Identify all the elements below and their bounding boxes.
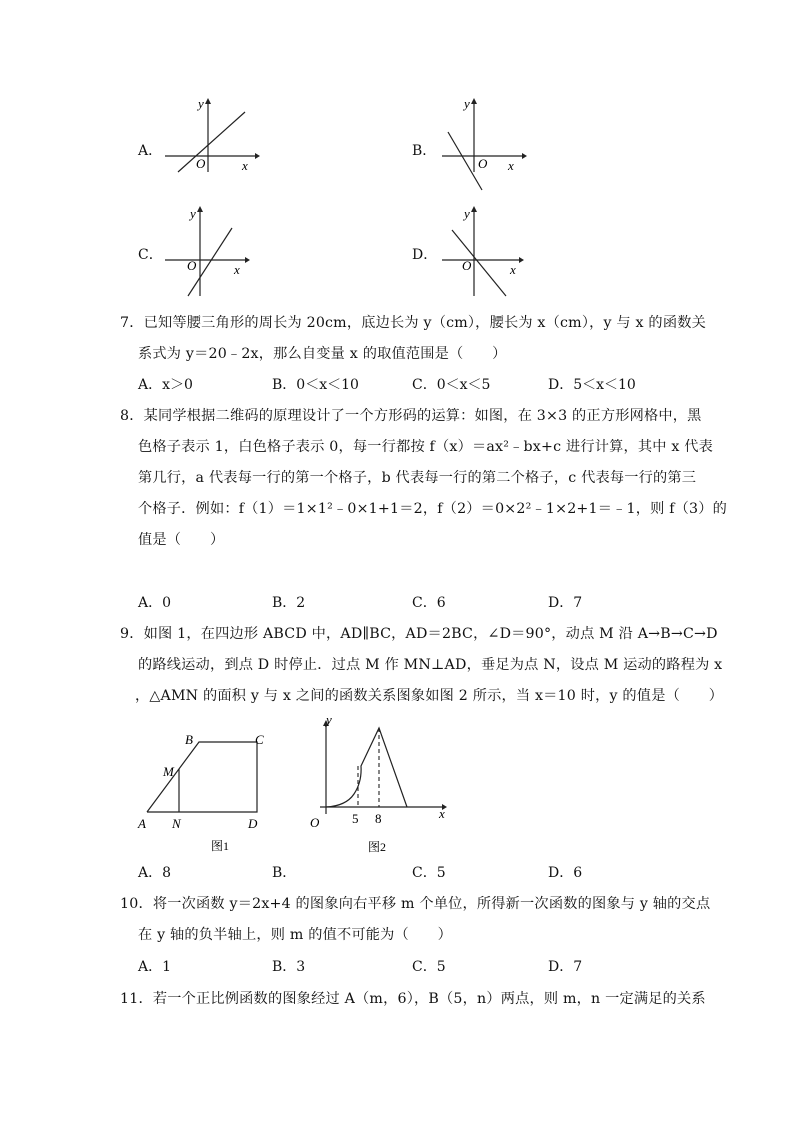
q10-option-d: D．7 bbox=[548, 959, 583, 975]
option-b-x-label: x bbox=[508, 158, 514, 173]
q9-option-a: A．8 bbox=[138, 865, 172, 881]
option-b-origin-label: O bbox=[478, 156, 488, 171]
fig1-label-a: A bbox=[138, 816, 146, 831]
q10-line1: 10．将一次函数 y＝2x+4 的图象向右平移 m 个单位，所得新一次函数的图象与 y 轴的交点 bbox=[120, 896, 711, 912]
option-a-graph bbox=[160, 96, 260, 174]
q10-option-b: B．3 bbox=[272, 959, 306, 975]
q9-figure2 bbox=[306, 714, 456, 856]
q8-option-d: D．7 bbox=[548, 595, 583, 611]
fig1-label-d: D bbox=[248, 816, 258, 831]
fig1-label-m: M bbox=[163, 764, 174, 779]
q10-line2: 在 y 轴的负半轴上，则 m 的值不可能为（ ） bbox=[138, 927, 453, 943]
q7-line1: 7．已知等腰三角形的周长为 20cm，底边长为 y（cm），腰长为 x（cm），y 与 x 的函数关 bbox=[120, 315, 706, 331]
q8-line4: 个格子．例如：f（1）＝1×1²﹣0×1+1＝2，f（2）＝0×2²﹣1×2+1＝﹣1，则 f（3）的 bbox=[138, 501, 728, 517]
q10-option-c: C．5 bbox=[412, 959, 446, 975]
option-a-x-label: x bbox=[242, 158, 248, 173]
option-c-y-label: y bbox=[190, 206, 196, 221]
fig2-caption: 图2 bbox=[368, 840, 387, 854]
option-b-graph bbox=[434, 96, 534, 196]
option-c-x-label: x bbox=[234, 262, 240, 277]
option-b-label: B． bbox=[412, 143, 437, 159]
fig2-y-label: y bbox=[326, 714, 332, 727]
q9-figure1 bbox=[135, 726, 285, 856]
q7-option-c: C．0＜x＜5 bbox=[412, 377, 491, 393]
fig2-tick-8: 8 bbox=[375, 811, 382, 826]
q9-line1: 9．如图 1，在四边形 ABCD 中，AD∥BC，AD＝2BC，∠D＝90°，动点 M 沿 A→B→C→D bbox=[120, 626, 718, 642]
option-b-y-label: y bbox=[464, 96, 470, 111]
q8-option-a: A．0 bbox=[138, 595, 172, 611]
q8-line2: 色格子表示 1，白色格子表示 0，每一行都按 f（x）＝ax²﹣bx+c 进行计算，其中 x 代表 bbox=[138, 439, 714, 455]
q9-option-b: B． bbox=[272, 865, 297, 881]
option-a-y-label: y bbox=[198, 96, 204, 111]
q8-line3: 第几行，a 代表每一行的第一个格子，b 代表每一行的第二个格子，c 代表每一行的第三 bbox=[138, 470, 697, 486]
option-c-origin-label: O bbox=[187, 258, 197, 273]
q8-option-b: B．2 bbox=[272, 595, 306, 611]
q10-option-a: A．1 bbox=[138, 959, 172, 975]
q7-line2: 系式为 y＝20﹣2x，那么自变量 x 的取值范围是（ ） bbox=[138, 346, 507, 362]
fig1-label-b: B bbox=[185, 732, 193, 747]
fig2-origin-label: O bbox=[310, 815, 320, 830]
option-d-y-label: y bbox=[464, 206, 470, 221]
fig1-label-c: C bbox=[255, 732, 264, 747]
option-d-x-label: x bbox=[510, 262, 516, 277]
q9-line3: ，△AMN 的面积 y 与 x 之间的函数关系图象如图 2 所示，当 x＝10 时，y 的值是（ ） bbox=[135, 688, 724, 704]
fig2-tick-5: 5 bbox=[352, 811, 359, 826]
q7-option-d: D．5＜x＜10 bbox=[548, 377, 636, 393]
q8-option-c: C．6 bbox=[412, 595, 446, 611]
option-a-origin-label: O bbox=[196, 156, 206, 171]
q11-line1: 11．若一个正比例函数的图象经过 A（m，6），B（5，n）两点，则 m，n 一定满足的关系 bbox=[120, 991, 706, 1007]
fig1-caption: 图1 bbox=[211, 839, 230, 853]
option-d-label: D． bbox=[412, 247, 438, 263]
option-c-label: C． bbox=[138, 247, 163, 263]
q9-option-c: C．5 bbox=[412, 865, 446, 881]
option-a-label: A． bbox=[138, 143, 163, 159]
q7-option-a: A．x＞0 bbox=[138, 377, 193, 393]
q8-line5: 值是（ ） bbox=[138, 532, 225, 548]
q7-option-b: B．0＜x＜10 bbox=[272, 377, 359, 393]
q9-line2: 的路线运动，到点 D 时停止．过点 M 作 MN⊥AD，垂足为点 N，设点 M 运动的路程为 x bbox=[138, 657, 723, 673]
q9-option-d: D．6 bbox=[548, 865, 583, 881]
fig1-label-n: N bbox=[172, 816, 181, 831]
option-d-graph bbox=[434, 204, 534, 300]
option-d-origin-label: O bbox=[462, 258, 472, 273]
q8-line1: 8．某同学根据二维码的原理设计了一个方形码的运算：如图，在 3×3 的正方形网格中，黑 bbox=[120, 408, 702, 424]
option-c-graph bbox=[160, 204, 260, 300]
fig2-x-label: x bbox=[439, 806, 445, 821]
